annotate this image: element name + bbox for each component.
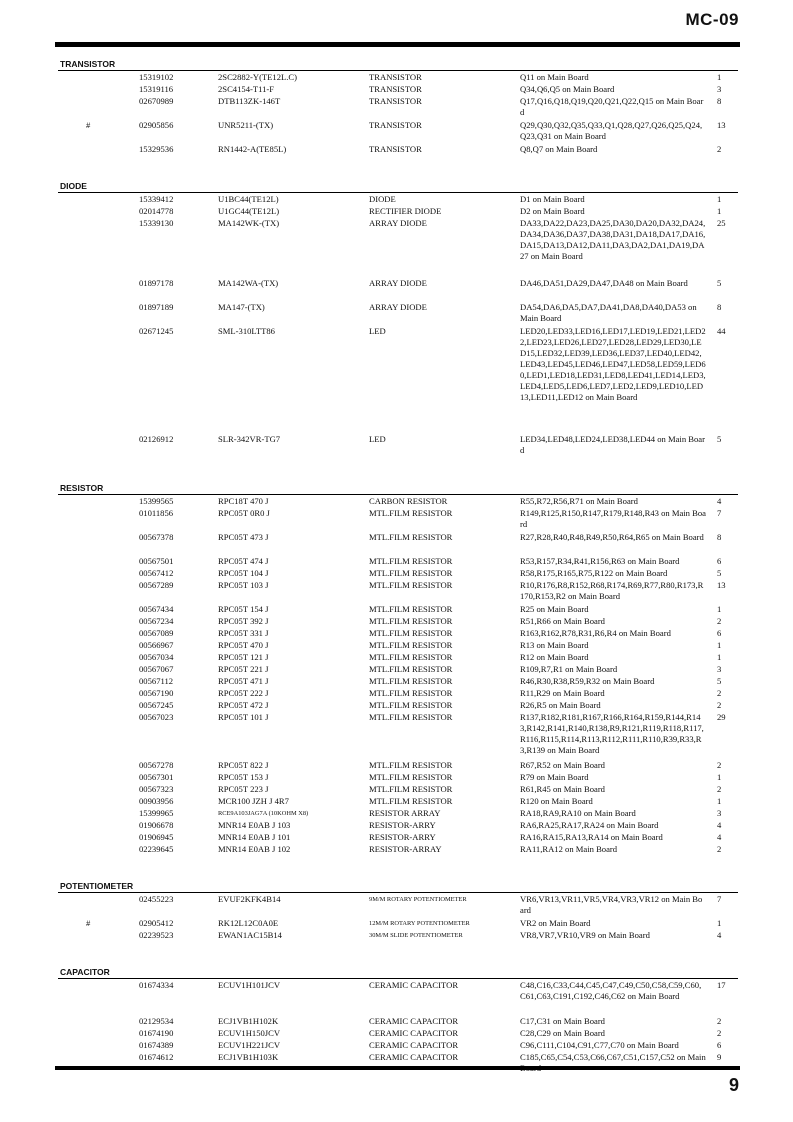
part-quantity: 13 — [717, 120, 726, 130]
top-rule — [55, 42, 740, 47]
part-location: D1 on Main Board — [520, 194, 585, 204]
table-row — [0, 508, 793, 530]
part-type: MTL.FILM RESISTOR — [369, 532, 453, 542]
part-location: DA33,DA22,DA23,DA25,DA30,DA20,DA32,DA24,DA34,DA36,DA37,DA38,DA31,DA18,DA17,DA16,DA15,DA13,DA12,DA11,DA3,DA2,DA1,DA19,DA27 on Main Board — [520, 218, 706, 261]
section-heading: CAPACITOR — [60, 967, 110, 977]
part-location: R79 on Main Board — [520, 772, 589, 782]
part-type: RECTIFIER DIODE — [369, 206, 442, 216]
part-location: RA16,RA15,RA13,RA14 on Main Board — [520, 832, 663, 842]
section-heading: TRANSISTOR — [60, 59, 116, 69]
table-row — [0, 218, 793, 273]
part-quantity: 1 — [717, 206, 722, 216]
part-quantity: 2 — [717, 784, 722, 794]
section-divider — [58, 494, 738, 495]
part-location: Q34,Q6,Q5 on Main Board — [520, 84, 615, 94]
table-row — [0, 652, 793, 663]
table-row — [0, 206, 793, 217]
table-row — [0, 640, 793, 651]
part-location: R51,R66 on Main Board — [520, 616, 605, 626]
part-location: RA11,RA12 on Main Board — [520, 844, 618, 854]
part-type: MTL.FILM RESISTOR — [369, 652, 453, 662]
part-location: C17,C31 on Main Board — [520, 1016, 605, 1026]
part-type: MTL.FILM RESISTOR — [369, 784, 453, 794]
part-description: RPC05T 153 J — [218, 772, 269, 782]
part-number: 15319102 — [139, 72, 174, 82]
table-row — [0, 496, 793, 507]
part-description: RPC05T 822 J — [218, 760, 269, 770]
part-location: R11,R29 on Main Board — [520, 688, 605, 698]
part-quantity: 13 — [717, 580, 726, 590]
part-type: CERAMIC CAPACITOR — [369, 1016, 459, 1026]
part-location: R149,R125,R150,R147,R179,R148,R43 on Main Board — [520, 508, 706, 529]
part-type: CERAMIC CAPACITOR — [369, 1028, 459, 1038]
table-row — [0, 676, 793, 687]
table-row — [0, 1028, 793, 1039]
part-description: MNR14 E0AB J 103 — [218, 820, 291, 830]
part-number: 02905856 — [139, 120, 174, 130]
part-location: Q8,Q7 on Main Board — [520, 144, 598, 154]
part-number: 01674389 — [139, 1040, 174, 1050]
part-quantity: 25 — [717, 218, 726, 228]
bottom-rule — [55, 1066, 740, 1070]
part-type: MTL.FILM RESISTOR — [369, 760, 453, 770]
table-row — [0, 664, 793, 675]
part-description: ECUV1H101JCV — [218, 980, 281, 990]
part-number: 15339412 — [139, 194, 174, 204]
part-location: R25 on Main Board — [520, 604, 589, 614]
part-quantity: 8 — [717, 96, 722, 106]
part-number: 00903956 — [139, 796, 174, 806]
part-quantity: 5 — [717, 434, 722, 444]
part-quantity: 2 — [717, 688, 722, 698]
part-quantity: 5 — [717, 278, 722, 288]
page-header-title: MC-09 — [685, 10, 739, 29]
part-location: R13 on Main Board — [520, 640, 589, 650]
part-quantity: 2 — [717, 616, 722, 626]
part-location: LED20,LED33,LED16,LED17,LED19,LED21,LED22,LED23,LED26,LED27,LED28,LED29,LED30,LED15,LED32,LED39,LED36,LED37,LED40,LED42,LED43,LED45,LED46,LED47,LED58,LED59,LED60,LED1,LED18,LED31,LED8,LED41,LED14,LED3,LED4,LED5,LED6,LED7,LED2,LED9,LED10,LED13,LED11,LED12 on Main Board — [520, 326, 706, 402]
part-number: 00567245 — [139, 700, 174, 710]
part-description: ECJ1VB1H103K — [218, 1052, 279, 1062]
part-location: RA6,RA25,RA17,RA24 on Main Board — [520, 820, 659, 830]
part-location: VR6,VR13,VR11,VR5,VR4,VR3,VR12 on Main Board — [520, 894, 703, 915]
table-row — [0, 84, 793, 95]
part-description: RPC05T 221 J — [218, 664, 269, 674]
part-location: VR8,VR7,VR10,VR9 on Main Board — [520, 930, 650, 940]
part-description: ECJ1VB1H102K — [218, 1016, 279, 1026]
part-location: VR2 on Main Board — [520, 918, 591, 928]
part-type: MTL.FILM RESISTOR — [369, 580, 453, 590]
part-location: R55,R72,R56,R71 on Main Board — [520, 496, 638, 506]
part-quantity: 3 — [717, 84, 722, 94]
part-description: 2SC2882-Y(TE12L.C) — [218, 72, 298, 82]
part-description: RPC05T 223 J — [218, 784, 269, 794]
table-row — [0, 760, 793, 771]
part-number: 00567434 — [139, 604, 174, 614]
part-number: 01906945 — [139, 832, 174, 842]
table-row — [0, 326, 793, 425]
part-description: RPC05T 222 J — [218, 688, 269, 698]
part-location: R10,R176,R8,R152,R68,R174,R69,R77,R80,R173,R170,R153,R2 on Main Board — [520, 580, 704, 601]
part-quantity: 5 — [717, 676, 722, 686]
table-row — [0, 556, 793, 567]
part-number: 00567067 — [139, 664, 174, 674]
part-quantity: 29 — [717, 712, 726, 722]
part-quantity: 8 — [717, 302, 722, 312]
table-row — [0, 532, 793, 554]
part-description: RPC05T 103 J — [218, 580, 269, 590]
part-type: MTL.FILM RESISTOR — [369, 616, 453, 626]
part-number: 01674612 — [139, 1052, 174, 1062]
part-description: DTB113ZK-146T — [218, 96, 281, 106]
part-number: 00567301 — [139, 772, 174, 782]
revision-mark: # — [86, 120, 91, 130]
part-type: MTL.FILM RESISTOR — [369, 664, 453, 674]
part-quantity: 17 — [717, 980, 726, 990]
section-divider — [58, 192, 738, 193]
part-description: RPC05T 121 J — [218, 652, 269, 662]
part-description: RPC05T 472 J — [218, 700, 269, 710]
table-row — [0, 772, 793, 783]
part-location: LED34,LED48,LED24,LED38,LED44 on Main Board — [520, 434, 705, 455]
part-type: LED — [369, 326, 386, 336]
part-description: MNR14 E0AB J 101 — [218, 832, 291, 842]
part-description: U1GC44(TE12L) — [218, 206, 280, 216]
part-quantity: 2 — [717, 700, 722, 710]
part-location: R27,R28,R40,R48,R49,R50,R64,R65 on Main Board — [520, 532, 704, 542]
part-location: R109,R7,R1 on Main Board — [520, 664, 618, 674]
part-description: RPC05T 104 J — [218, 568, 269, 578]
part-description: RPC05T 470 J — [218, 640, 269, 650]
part-number: 01011856 — [139, 508, 174, 518]
part-quantity: 8 — [717, 532, 722, 542]
part-description: MNR14 E0AB J 102 — [218, 844, 291, 854]
part-description: RPC18T 470 J — [218, 496, 269, 506]
table-row — [0, 604, 793, 615]
part-description: U1BC44(TE12L) — [218, 194, 279, 204]
part-number: 00567412 — [139, 568, 174, 578]
table-row — [0, 808, 793, 819]
table-row — [0, 96, 793, 118]
part-quantity: 1 — [717, 640, 722, 650]
part-location: Q29,Q30,Q32,Q35,Q33,Q1,Q28,Q27,Q26,Q25,Q24,Q23,Q31 on Main Board — [520, 120, 703, 141]
part-type: TRANSISTOR — [369, 96, 422, 106]
part-quantity: 1 — [717, 72, 722, 82]
part-location: R120 on Main Board — [520, 796, 593, 806]
part-location: R58,R175,R165,R75,R122 on Main Board — [520, 568, 668, 578]
table-row — [0, 930, 793, 941]
part-number: 00567034 — [139, 652, 174, 662]
part-type: MTL.FILM RESISTOR — [369, 604, 453, 614]
part-number: 00566967 — [139, 640, 174, 650]
part-description: RPC05T 331 J — [218, 628, 269, 638]
part-type: 9M/M ROTARY POTENTIOMETER — [369, 896, 467, 903]
part-description: RPC05T 471 J — [218, 676, 269, 686]
part-location: RA18,RA9,RA10 on Main Board — [520, 808, 636, 818]
part-type: TRANSISTOR — [369, 144, 422, 154]
part-type: 30M/M SLIDE POTENTIOMETER — [369, 932, 463, 939]
part-type: LED — [369, 434, 386, 444]
table-row — [0, 434, 793, 456]
part-description: RPC05T 392 J — [218, 616, 269, 626]
part-type: ARRAY DIODE — [369, 278, 427, 288]
part-number: 02014778 — [139, 206, 174, 216]
part-number: 00567190 — [139, 688, 174, 698]
part-type: ARRAY DIODE — [369, 302, 427, 312]
table-row — [0, 784, 793, 795]
part-quantity: 2 — [717, 760, 722, 770]
part-type: DIODE — [369, 194, 396, 204]
table-row — [0, 1052, 793, 1074]
section-heading: POTENTIOMETER — [60, 881, 134, 891]
part-number: 01897189 — [139, 302, 174, 312]
part-type: CARBON RESISTOR — [369, 496, 448, 506]
part-description: MA147-(TX) — [218, 302, 265, 312]
part-description: MCR100 JZH J 4R7 — [218, 796, 289, 806]
part-type: RESISTOR ARRAY — [369, 808, 441, 818]
part-number: 02671245 — [139, 326, 174, 336]
part-quantity: 2 — [717, 1028, 722, 1038]
table-row — [0, 194, 793, 205]
part-type: TRANSISTOR — [369, 72, 422, 82]
part-description: SML-310LTT86 — [218, 326, 275, 336]
part-description: RPC05T 473 J — [218, 532, 269, 542]
section-divider — [58, 978, 738, 979]
part-description: RK12L12C0A0E — [218, 918, 279, 928]
part-location: C28,C29 on Main Board — [520, 1028, 605, 1038]
part-description: ECUV1H150JCV — [218, 1028, 281, 1038]
table-row — [0, 278, 793, 300]
part-quantity: 1 — [717, 194, 722, 204]
part-type: ARRAY DIODE — [369, 218, 427, 228]
part-quantity: 6 — [717, 628, 722, 638]
part-number: 00567278 — [139, 760, 174, 770]
part-number: 15399965 — [139, 808, 174, 818]
part-location: C185,C65,C54,C53,C66,C67,C51,C157,C52 on Main — [520, 1052, 706, 1062]
part-number: 02239645 — [139, 844, 174, 854]
part-description: RPC05T 154 J — [218, 604, 269, 614]
part-quantity: 2 — [717, 144, 722, 154]
part-quantity: 3 — [717, 808, 722, 818]
part-quantity: 1 — [717, 604, 722, 614]
part-number: 02239523 — [139, 930, 174, 940]
part-type: MTL.FILM RESISTOR — [369, 556, 453, 566]
part-location: Q17,Q16,Q18,Q19,Q20,Q21,Q22,Q15 on Main Board — [520, 96, 704, 117]
table-row — [0, 820, 793, 831]
part-location: R53,R157,R34,R41,R156,R63 on Main Board — [520, 556, 680, 566]
part-location: R163,R162,R78,R31,R6,R4 on Main Board — [520, 628, 671, 638]
table-row — [0, 120, 793, 142]
part-type: MTL.FILM RESISTOR — [369, 568, 453, 578]
part-location: Q11 on Main Board — [520, 72, 589, 82]
part-quantity: 4 — [717, 832, 722, 842]
section-heading: RESISTOR — [60, 483, 104, 493]
part-quantity: 4 — [717, 930, 722, 940]
part-description: EWAN1AC15B14 — [218, 930, 282, 940]
part-number: 02455223 — [139, 894, 174, 904]
table-row — [0, 700, 793, 711]
part-description: 2SC4154-T11-F — [218, 84, 275, 94]
part-type: CERAMIC CAPACITOR — [369, 1052, 459, 1062]
part-number: 00567089 — [139, 628, 174, 638]
part-quantity: 7 — [717, 894, 722, 904]
part-number: 15339130 — [139, 218, 174, 228]
part-description: MA142WA-(TX) — [218, 278, 279, 288]
table-row — [0, 918, 793, 929]
part-number: 00567023 — [139, 712, 174, 722]
part-description: RCE9A103JAG7A (10KOHM X8) — [218, 810, 309, 817]
part-description: SLR-342VR-TG7 — [218, 434, 281, 444]
table-row — [0, 568, 793, 579]
part-type: MTL.FILM RESISTOR — [369, 700, 453, 710]
part-quantity: 1 — [717, 652, 722, 662]
part-number: 02129534 — [139, 1016, 174, 1026]
part-type: RESISTOR-ARRY — [369, 820, 436, 830]
part-description: RN1442-A(TE85L) — [218, 144, 287, 154]
part-number: 02905412 — [139, 918, 174, 928]
part-description: MA142WK-(TX) — [218, 218, 280, 228]
table-row — [0, 580, 793, 602]
part-type: TRANSISTOR — [369, 120, 422, 130]
part-type: MTL.FILM RESISTOR — [369, 676, 453, 686]
part-quantity: 4 — [717, 496, 722, 506]
part-location: DA46,DA51,DA29,DA47,DA48 on Main Board — [520, 278, 688, 288]
part-quantity: 2 — [717, 1016, 722, 1026]
table-row — [0, 1016, 793, 1027]
part-quantity: 3 — [717, 664, 722, 674]
part-quantity: 1 — [717, 918, 722, 928]
part-description: UNR5211-(TX) — [218, 120, 274, 130]
part-description: RPC05T 474 J — [218, 556, 269, 566]
part-quantity: 6 — [717, 1040, 722, 1050]
part-type: MTL.FILM RESISTOR — [369, 628, 453, 638]
part-number: 15319116 — [139, 84, 174, 94]
part-quantity: 7 — [717, 508, 722, 518]
part-location: R67,R52 on Main Board — [520, 760, 605, 770]
part-type: MTL.FILM RESISTOR — [369, 772, 453, 782]
table-row — [0, 302, 793, 324]
part-number: 00567378 — [139, 532, 174, 542]
part-quantity: 6 — [717, 556, 722, 566]
part-type: RESISTOR-ARRY — [369, 832, 436, 842]
part-quantity: 2 — [717, 844, 722, 854]
part-number: 00567112 — [139, 676, 174, 686]
section-divider — [58, 70, 738, 71]
part-description: RPC05T 101 J — [218, 712, 269, 722]
part-number: 00567323 — [139, 784, 174, 794]
part-description: EVUF2KFK4B14 — [218, 894, 281, 904]
part-number: 15329536 — [139, 144, 174, 154]
part-location: D2 on Main Board — [520, 206, 585, 216]
part-quantity: 44 — [717, 326, 726, 336]
part-location: C48,C16,C33,C44,C45,C47,C49,C50,C58,C59,C60,C61,C63,C191,C192,C46,C62 on Main Board — [520, 980, 702, 1001]
part-type: MTL.FILM RESISTOR — [369, 688, 453, 698]
part-type: MTL.FILM RESISTOR — [369, 508, 453, 518]
table-row — [0, 832, 793, 843]
part-type: TRANSISTOR — [369, 84, 422, 94]
part-description: RPC05T 0R0 J — [218, 508, 270, 518]
part-quantity: 1 — [717, 772, 722, 782]
part-number: 02126912 — [139, 434, 174, 444]
table-row — [0, 894, 793, 916]
part-type: MTL.FILM RESISTOR — [369, 712, 453, 722]
part-location: R137,R182,R181,R167,R166,R164,R159,R144,R143,R142,R141,R140,R138,R9,R121,R119,R118,R117,R116,R115,R114,R113,R112,R111,R110,R39,R33,R3,R139 on Main Board — [520, 712, 704, 755]
part-type: MTL.FILM RESISTOR — [369, 796, 453, 806]
table-row — [0, 144, 793, 155]
part-number: 01897178 — [139, 278, 174, 288]
table-row — [0, 688, 793, 699]
table-row — [0, 796, 793, 807]
revision-mark: # — [86, 918, 91, 928]
part-number: 00567501 — [139, 556, 174, 566]
part-number: 15399565 — [139, 496, 174, 506]
table-row — [0, 1040, 793, 1051]
part-quantity: 1 — [717, 796, 722, 806]
part-number: 01674190 — [139, 1028, 174, 1038]
part-type: CERAMIC CAPACITOR — [369, 980, 459, 990]
section-heading: DIODE — [60, 181, 87, 191]
part-type: CERAMIC CAPACITOR — [369, 1040, 459, 1050]
part-quantity: 5 — [717, 568, 722, 578]
section-divider — [58, 892, 738, 893]
part-number: 00567289 — [139, 580, 174, 590]
part-quantity: 9 — [717, 1052, 722, 1062]
part-number: 01674334 — [139, 980, 174, 990]
table-row — [0, 72, 793, 83]
part-type: 12M/M ROTARY POTENTIOMETER — [369, 920, 470, 927]
page-number: 9 — [728, 1075, 739, 1095]
part-location: R61,R45 on Main Board — [520, 784, 605, 794]
part-type: RESISTOR-ARRAY — [369, 844, 442, 854]
part-location: C96,C111,C104,C91,C77,C70 on Main Board — [520, 1040, 679, 1050]
part-location: R26,R5 on Main Board — [520, 700, 601, 710]
table-row — [0, 628, 793, 639]
part-number: 02670989 — [139, 96, 174, 106]
part-number: 01906678 — [139, 820, 174, 830]
part-type: MTL.FILM RESISTOR — [369, 640, 453, 650]
part-description: ECUV1H221JCV — [218, 1040, 281, 1050]
part-location: R46,R30,R38,R59,R32 on Main Board — [520, 676, 655, 686]
table-row — [0, 980, 793, 1013]
part-location: DA54,DA6,DA5,DA7,DA41,DA8,DA40,DA53 on Main Board — [520, 302, 697, 323]
table-row — [0, 616, 793, 627]
part-number: 00567234 — [139, 616, 174, 626]
part-location: R12 on Main Board — [520, 652, 589, 662]
table-row — [0, 844, 793, 855]
table-row — [0, 712, 793, 756]
part-quantity: 4 — [717, 820, 722, 830]
